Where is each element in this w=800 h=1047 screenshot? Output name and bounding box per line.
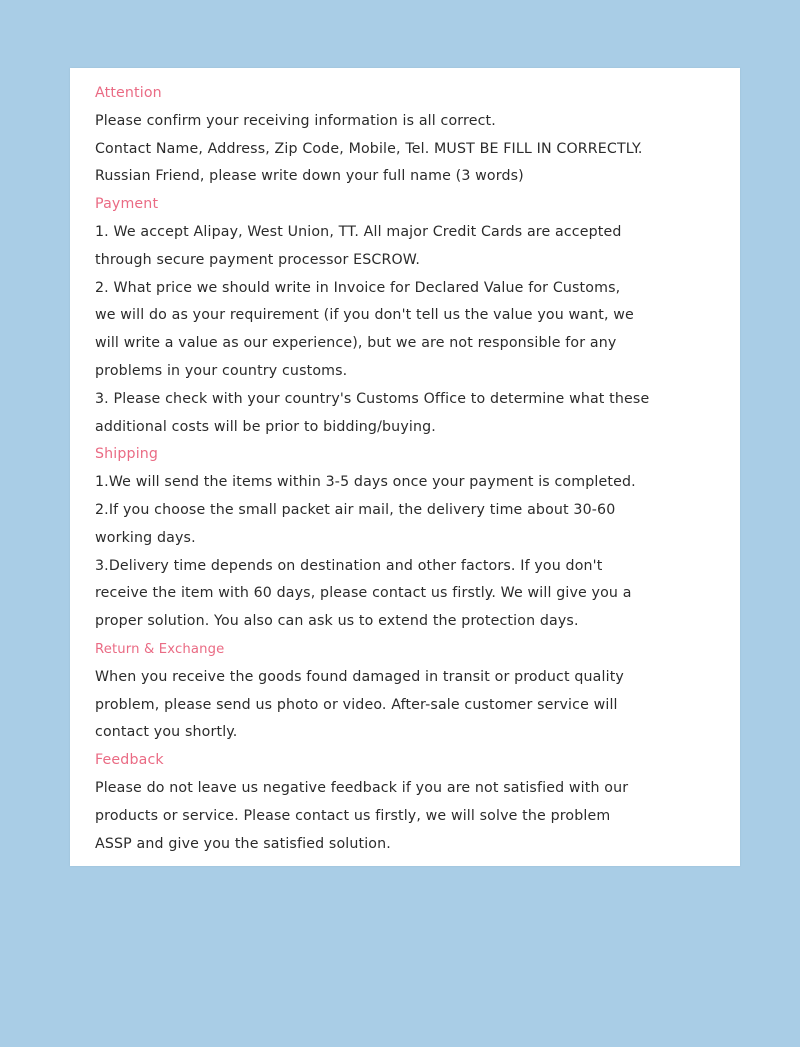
payment-line-6: problems in your country customs. [95, 362, 348, 379]
payment-line-2: through secure payment processor ESCROW. [95, 251, 420, 268]
attention-line-3: Russian Friend, please write down your full name (3 words) [95, 168, 524, 185]
return-exchange-line-2: problem, please send us photo or video. After-sale customer service will [95, 696, 618, 713]
payment-section [95, 191, 750, 441]
return-exchange-heading: Return & Exchange [95, 641, 225, 657]
policy-content [95, 80, 750, 858]
policy-card [70, 68, 740, 866]
shipping-line-2: 2.If you choose the small packet air mail, the delivery time about 30-60 [95, 501, 616, 518]
attention-line-2: Contact Name, Address, Zip Code, Mobile, Tel. MUST BE FILL IN CORRECTLY. [95, 140, 643, 157]
attention-heading: Attention [95, 85, 162, 101]
attention-line-1: Please confirm your receiving information is all correct. [95, 112, 496, 129]
return-exchange-line-3: contact you shortly. [95, 724, 238, 741]
shipping-line-4: 3.Delivery time depends on destination and other factors. If you don't [95, 557, 603, 574]
payment-line-3: 2. What price we should write in Invoice for Declared Value for Customs, [95, 279, 621, 296]
payment-line-8: additional costs will be prior to bidding/buying. [95, 418, 436, 435]
shipping-line-1: 1.We will send the items within 3-5 days once your payment is completed. [95, 474, 636, 491]
feedback-section [95, 747, 750, 858]
attention-section [95, 80, 750, 191]
payment-line-4: we will do as your requirement (if you don't tell us the value you want, we [95, 307, 634, 324]
return-exchange-line-1: When you receive the goods found damaged in transit or product quality [95, 668, 624, 685]
payment-line-1: 1. We accept Alipay, West Union, TT. All major Credit Cards are accepted [95, 223, 622, 240]
return-exchange-section [95, 636, 750, 747]
shipping-heading: Shipping [95, 446, 159, 463]
shipping-section [95, 441, 750, 636]
feedback-line-1: Please do not leave us negative feedback if you are not satisfied with our [95, 779, 629, 796]
payment-heading: Payment [95, 196, 159, 213]
shipping-line-3: working days. [95, 529, 196, 546]
shipping-line-5: receive the item with 60 days, please contact us firstly. We will give you a [95, 585, 632, 602]
payment-line-5: will write a value as our experience), but we are not responsible for any [95, 335, 617, 352]
feedback-line-2: products or service. Please contact us firstly, we will solve the problem [95, 807, 611, 824]
feedback-line-3: ASSP and give you the satisfied solution. [95, 835, 391, 852]
feedback-heading: Feedback [95, 752, 164, 769]
shipping-line-6: proper solution. You also can ask us to extend the protection days. [95, 613, 579, 630]
payment-line-7: 3. Please check with your country's Customs Office to determine what these [95, 390, 650, 407]
